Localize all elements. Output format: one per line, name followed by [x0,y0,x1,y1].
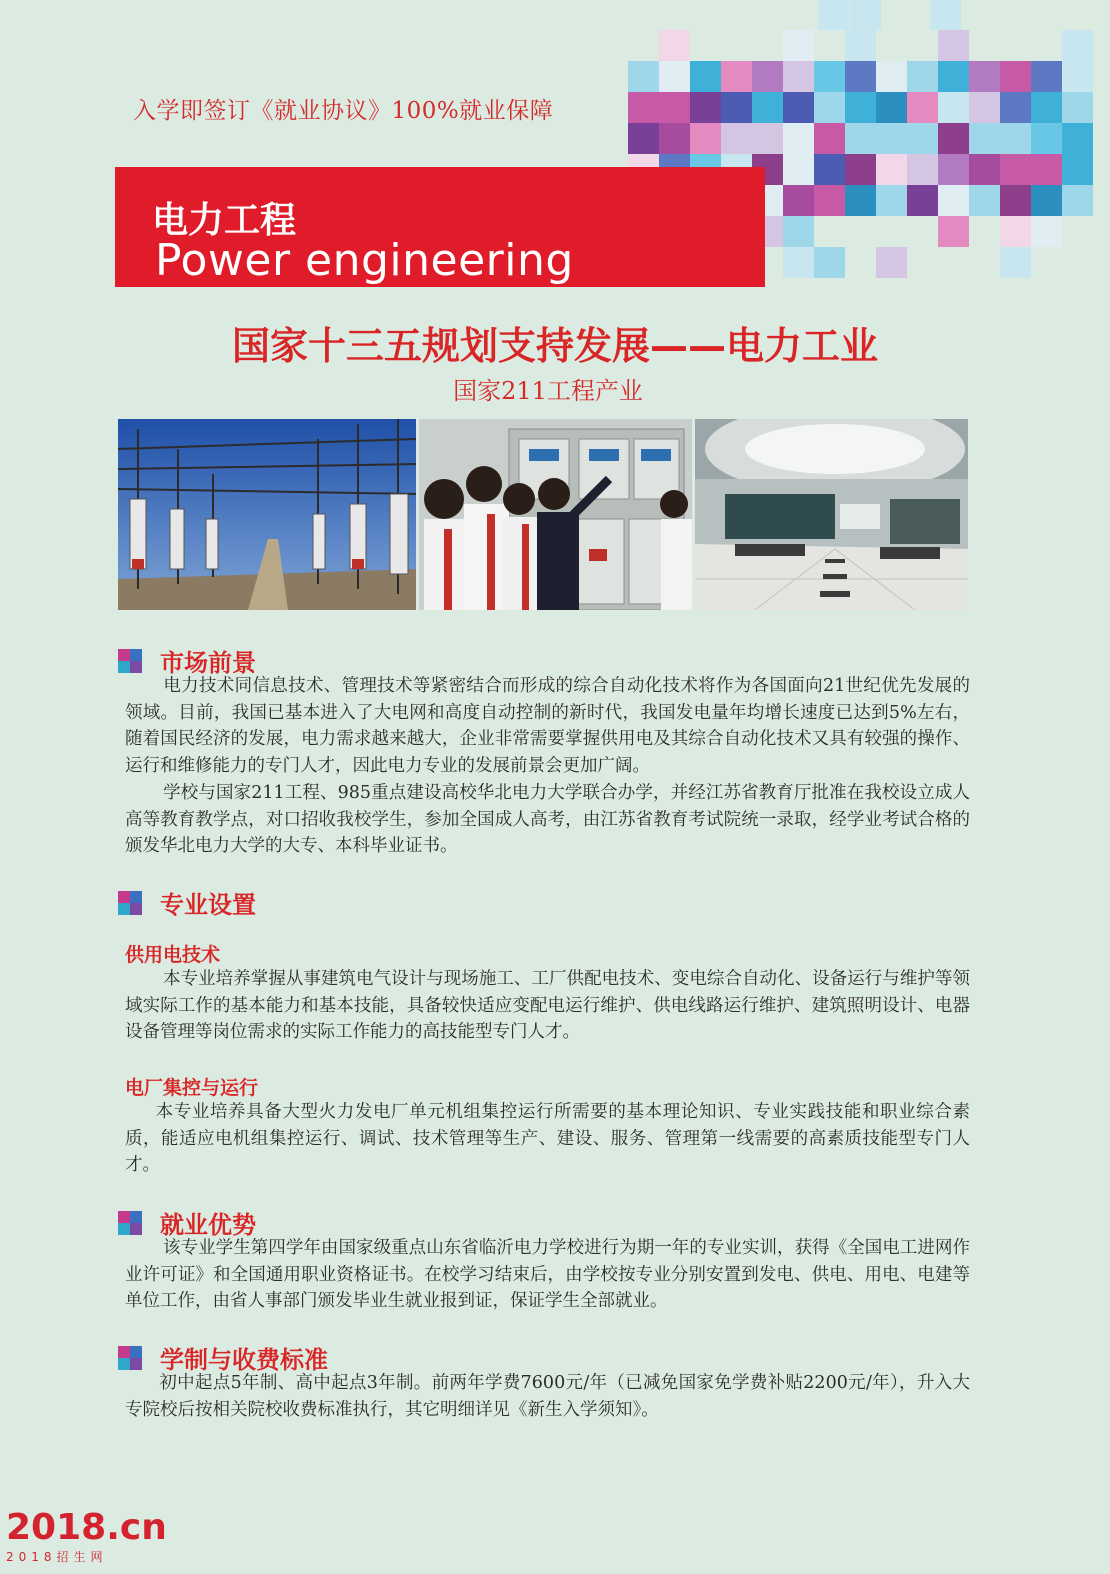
mosaic-tile [907,61,938,92]
site-logo-sub: 2018招生网 [6,1550,108,1564]
mosaic-tile [969,123,1000,154]
mosaic-tile [845,61,876,92]
mosaic-tile [814,92,845,123]
mosaic-tile [938,92,969,123]
mosaic-tile [690,123,721,154]
mosaic-tile [628,123,659,154]
mosaic-tile [876,154,907,185]
mosaic-tile [1000,61,1031,92]
mosaic-tile [938,216,969,247]
section-square-icon [118,891,142,915]
site-logo [6,1507,167,1565]
mosaic-tile [876,123,907,154]
mosaic-tile [752,92,783,123]
employment-paragraph [125,1235,970,1315]
mosaic-tile [690,61,721,92]
section-employment-title: 就业优势 [160,1211,256,1239]
mosaic-tile [814,185,845,216]
section-square-icon [118,649,142,673]
mosaic-tile [783,247,814,278]
section-majors-heading [118,885,256,920]
section-square-icon [118,1346,142,1370]
mosaic-tile [969,154,1000,185]
mosaic-tile [1062,123,1093,154]
mosaic-tile [783,216,814,247]
mosaic-tile [721,92,752,123]
major-plant-control-text-content: 本专业培养具备大型火力发电厂单元机组集控运行所需要的基本理论知识、专业实践技能和职业综合素质，能适应电机组集控运行、调试、技术管理等生产、建设、服务、管理第一线需要的高素质技能型专门人才。 [125,1102,970,1175]
mosaic-tile [907,185,938,216]
mosaic-tile [907,154,938,185]
mosaic-tile [818,0,849,30]
tagline: 入学即签订《就业协议》100%就业保障 [133,98,554,124]
site-logo-main: 2018.cn [6,1507,167,1548]
mosaic-tile [938,61,969,92]
mosaic-tile [876,247,907,278]
mosaic-tile [628,92,659,123]
substation-photo [118,419,416,610]
fees-paragraph [125,1370,970,1423]
mosaic-tile [783,154,814,185]
mosaic-tile [1031,185,1062,216]
mosaic-tile [721,123,752,154]
mosaic-tile [1000,247,1031,278]
mosaic-tile [783,123,814,154]
mosaic-tile [876,185,907,216]
fees-paragraph-text: 初中起点5年制、高中起点3年制。前两年学费7600元/年（已减免国家免学费补贴2200元/年），升入大专院校后按相关院校收费标准执行，其它明细详见《新生入学须知》。 [125,1373,970,1420]
mosaic-tile [938,185,969,216]
mosaic-tile [845,185,876,216]
mosaic-tile [907,92,938,123]
market-paragraph-1 [125,673,970,779]
section-majors-title: 专业设置 [160,891,256,919]
mosaic-tile [845,30,876,61]
mosaic-tile [1031,154,1062,185]
mosaic-tile [938,123,969,154]
title-english: Power engineering [155,235,574,286]
mosaic-tile [752,61,783,92]
mosaic-tile [845,92,876,123]
mosaic-tile [721,61,752,92]
mosaic-tile [969,61,1000,92]
mosaic-tile [907,123,938,154]
market-paragraph-2 [125,780,970,860]
mosaic-tile [783,92,814,123]
control-room-photo [695,419,968,610]
section-square-icon [118,1211,142,1235]
mosaic-tile [1062,92,1093,123]
employment-paragraph-text: 该专业学生第四学年由国家级重点山东省临沂电力学校进行为期一年的专业实训，获得《全国电工进网作业许可证》和全国通用职业资格证书。在校学习结束后，由学校按专业分别安置到发电、供电、用电、电建等单位工作，由省人事部门颁发毕业生就业报到证，保证学生全部就业。 [125,1238,970,1311]
mosaic-tile [659,92,690,123]
mosaic-tile [659,123,690,154]
mosaic-tile [814,247,845,278]
market-paragraph-1-text: 电力技术同信息技术、管理技术等紧密结合而形成的综合自动化技术将作为各国面向21世纪优先发展的领域。目前，我国已基本进入了大电网和高度自动控制的新时代，我国发电量年均增长速度已达到5%左右，随着国民经济的发展，电力需求越来越大，企业非常需要掌握供用电及其综合自动化技术又具有较强的操作、运行和维修能力的专门人才，因此电力专业的发展前景会更加广阔。 [125,676,970,776]
major-plant-control-title: 电厂集控与运行 [125,1077,259,1099]
mosaic-tile [1031,123,1062,154]
mosaic-tile [628,61,659,92]
mosaic-tile [938,154,969,185]
mosaic-tile [1062,61,1093,92]
major-power-supply-text-content: 本专业培养掌握从事建筑电气设计与现场施工、工厂供配电技术、变电综合自动化、设备运行与维护等领域实际工作的基本能力和基本技能，具备较快适应变配电运行维护、供电线路运行维护、建筑照明设计、电器设备管理等岗位需求的实际工作能力的高技能型专门人才。 [125,969,970,1042]
section-market-title: 市场前景 [160,649,256,677]
headline: 国家十三五规划支持发展——电力工业 [231,324,878,368]
mosaic-tile [783,185,814,216]
mosaic-tile [659,30,690,61]
mosaic-tile [938,30,969,61]
mosaic-tile [969,185,1000,216]
mosaic-tile [1062,154,1093,185]
major-power-supply-title: 供用电技术 [125,944,221,966]
mosaic-tile [752,123,783,154]
mosaic-tile [1000,185,1031,216]
mosaic-tile [814,61,845,92]
mosaic-tile [1031,216,1062,247]
mosaic-tile [876,92,907,123]
subheadline: 国家211工程产业 [453,377,643,405]
mosaic-tile [1062,30,1093,61]
mosaic-tile [1000,216,1031,247]
mosaic-tile [1062,185,1093,216]
major-power-supply-text [125,966,970,1046]
mosaic-tile [814,123,845,154]
mosaic-tile [1031,61,1062,92]
mosaic-tile [1031,92,1062,123]
mosaic-tile [845,154,876,185]
mosaic-tile [659,61,690,92]
mosaic-tile [1000,123,1031,154]
mosaic-tile [845,123,876,154]
mosaic-tile [690,92,721,123]
market-paragraph-2-text: 学校与国家211工程、985重点建设高校华北电力大学联合办学，并经江苏省教育厅批准在我校设立成人高等教育教学点，对口招收我校学生，参加全国成人高考，由江苏省教育考试院统一录取，经学业考试合格的颁发华北电力大学的大专、本科毕业证书。 [125,783,970,856]
mosaic-tile [850,0,881,30]
mosaic-tile [783,30,814,61]
major-plant-control-text [125,1099,970,1179]
mosaic-tile [814,154,845,185]
mosaic-tile [1000,92,1031,123]
mosaic-tile [876,61,907,92]
mosaic-tile [969,92,1000,123]
section-fees-title: 学制与收费标准 [160,1346,328,1374]
mosaic-tile [1000,154,1031,185]
students-control-panel-photo [419,419,692,610]
mosaic-tile [783,61,814,92]
title-chinese: 电力工程 [152,200,297,241]
mosaic-tile [930,0,961,30]
